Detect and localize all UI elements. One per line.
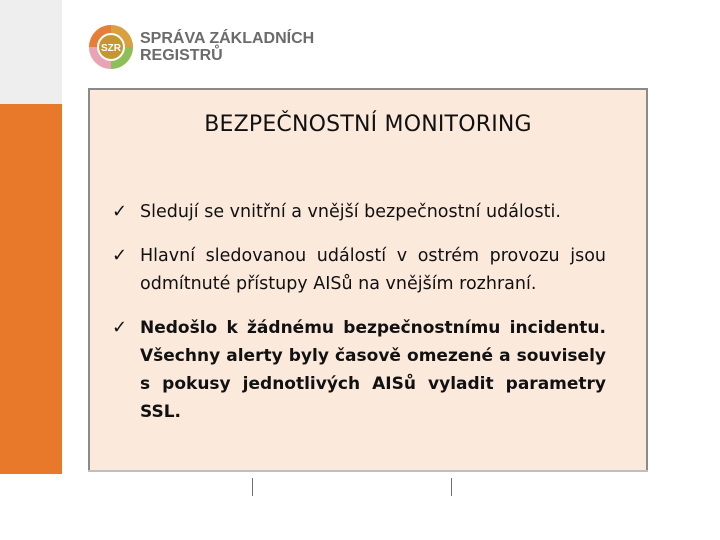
emblem-text: SZR (101, 43, 121, 54)
bullet-item (112, 198, 606, 226)
bullet-text: Hlavní sledovanou událostí v ostrém provozu jsou odmítnuté přístupy AISů na vnějším rozhraní. (140, 246, 606, 294)
bullet-item (112, 314, 606, 426)
bullet-text: Sledují se vnitřní a vnější bezpečnostní události. (140, 202, 561, 222)
left-gray-bar (0, 0, 62, 104)
bullet-text: Nedošlo k žádnému bezpečnostnímu incidentu. Všechny alerty byly časově omezené a souvisely s pokusy jednotlivých AISů vyladit parametry SSL. (140, 318, 606, 422)
slide-title: BEZPEČNOSTNÍ MONITORING (204, 112, 532, 137)
panel-bottom-divider (88, 470, 648, 472)
checkmark-icon: ✓ (112, 201, 128, 222)
footer-separator (252, 478, 253, 496)
logo-line2: REGISTRŮ (140, 47, 223, 64)
content-panel (88, 88, 648, 472)
logo-line1: SPRÁVA ZÁKLADNÍCH (140, 30, 315, 47)
szr-emblem-icon (88, 24, 134, 70)
logo-text (140, 30, 314, 64)
checkmark-icon: ✓ (112, 317, 128, 338)
szr-logo (88, 24, 314, 70)
bullet-item (112, 242, 606, 298)
footer-separator (451, 478, 452, 496)
bullet-list (112, 198, 606, 442)
left-orange-bar (0, 104, 62, 474)
checkmark-icon: ✓ (112, 245, 128, 266)
